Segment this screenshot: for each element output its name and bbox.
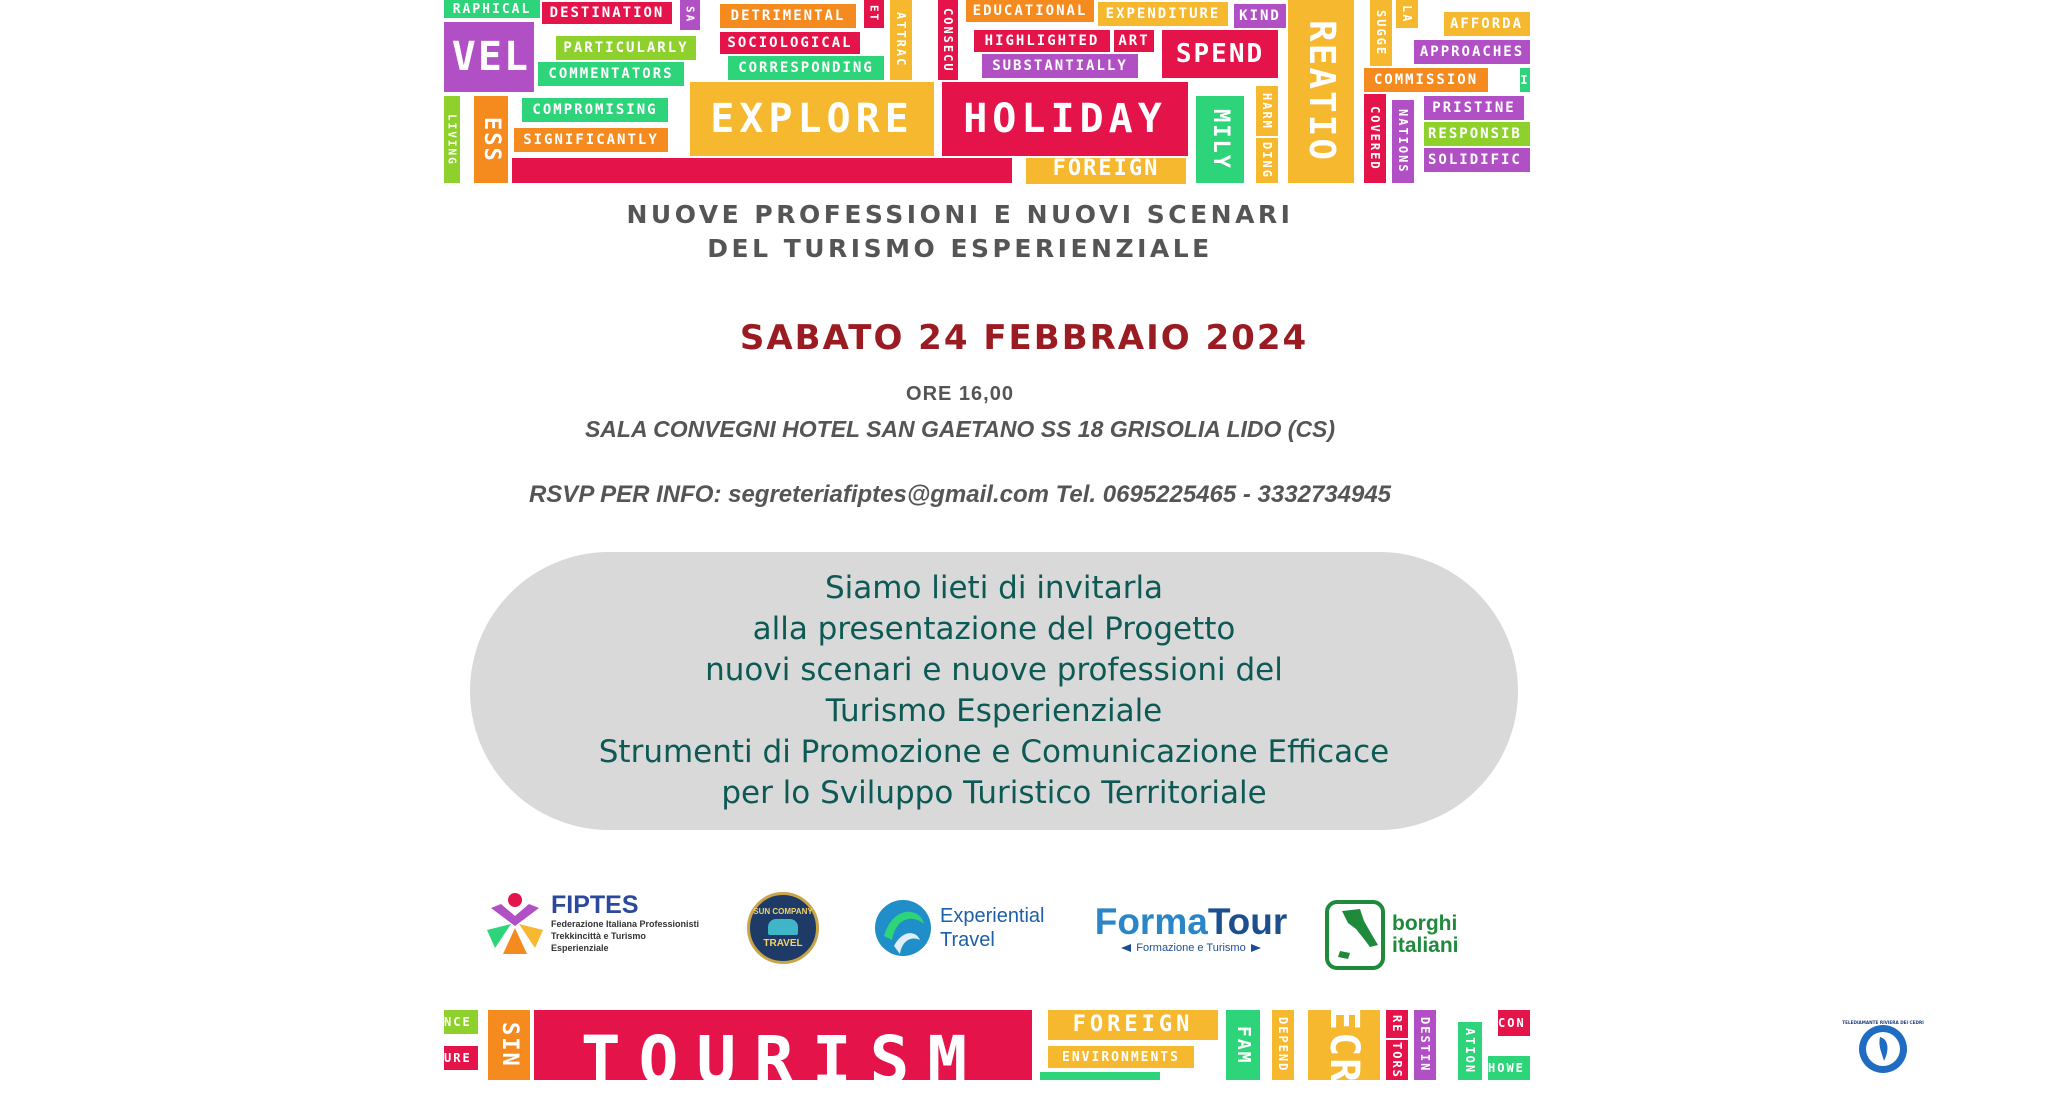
word-tile: REATIO [1288,0,1354,183]
green-strip [1040,1072,1160,1080]
red-strip [512,158,1012,183]
word-tile: COMMISSION [1364,68,1488,92]
word-tile: NCE [444,1010,478,1034]
bottom-word-cloud-banner [444,1005,1530,1099]
word-tile: DING [1256,138,1278,183]
word-tile: FOREIGN [1048,1010,1218,1040]
arrow-right-icon [1251,944,1261,952]
word-tile: HOWE [1488,1056,1530,1080]
sun-company-travel-logo [746,891,820,965]
italy-map-icon [1324,899,1386,971]
word-tile: COMPROMISING [522,98,668,122]
formatour-part1: Forma [1094,901,1208,942]
experiential-line1: Experiential [940,905,1045,927]
word-tile: AFFORDA [1444,12,1530,36]
event-date: SABATO 24 FEBBRAIO 2024 [739,318,1309,358]
word-tile: ESS [474,96,508,183]
event-heading-line1: NUOVE PROFESSIONI E NUOVI SCENARI [626,200,1294,229]
word-tile: HARM [1256,86,1278,136]
word-tile: DEPEND [1272,1010,1294,1080]
formatour-subtitle: Formazione e Turismo [1136,942,1246,954]
word-tile: PARTICULARLY [556,36,696,60]
word-tile: ATTRAC [890,0,912,80]
sun-company-label: SUN COMPANY [753,907,813,916]
invitation-line: alla presentazione del Progetto [752,611,1236,647]
word-tile: KIND [1234,4,1286,28]
word-tile: DETRIMENTAL [720,4,856,28]
word-tile: DESTINATION [542,2,672,24]
word-tile: ET [864,0,884,28]
word-tile: SIN [488,1010,530,1080]
fiptes-subtitle: Federazione Italiana Professionisti [551,919,700,929]
fiptes-star-icon [483,890,547,956]
word-tile: SOCIOLOGICAL [720,32,860,54]
top-word-cloud-banner [444,0,1530,183]
word-tile: RE [1386,1010,1408,1038]
word-tile: TOURISM [534,1010,1032,1080]
borghi-line2: italiani [1392,934,1459,957]
formatour-part2: Tour [1207,901,1288,942]
event-time: ORE 16,00 [906,383,1014,405]
experiential-swirl-icon [872,896,934,960]
invitation-box [470,552,1518,830]
experiential-travel-logo [872,894,1058,962]
word-tile: LA [1396,0,1418,28]
word-tile: DESTIN [1414,1010,1436,1080]
word-tile: CON [1498,1010,1530,1036]
invitation-line: nuovi scenari e nuove professioni del [705,652,1283,688]
word-tile: TORS [1386,1040,1408,1080]
borghi-italiani-logo [1324,898,1472,972]
word-tile: SIGNIFICANTLY [514,128,668,152]
word-tile: HIGHLIGHTED [974,30,1110,52]
palm-icon [768,919,798,935]
word-tile: RESPONSIB [1424,122,1530,146]
fiptes-subtitle: Trekkincittà e Turismo Esperienziale [551,931,646,953]
word-tile: PRISTINE [1424,96,1524,120]
word-tile: ECR [1308,1010,1380,1080]
invitation-line: Turismo Esperienziale [825,693,1163,729]
word-tile: ART [1114,30,1154,52]
word-tile: APPROACHES [1414,40,1530,64]
word-tile: EDUCATIONAL [966,0,1094,22]
fiptes-name: FIPTES [551,891,639,919]
event-venue: SALA CONVEGNI HOTEL SAN GAETANO SS 18 GRISOLIA LIDO (CS) [584,416,1336,442]
invitation-line: Strumenti di Promozione e Comunicazione Efficace [598,734,1390,770]
word-tile: FAM [1226,1010,1260,1080]
fiptes-logo [483,888,705,958]
word-tile: NATIONS [1392,100,1414,183]
word-tile: VEL [444,22,534,92]
arrow-left-icon [1121,944,1131,952]
word-tile: CONSECU [938,0,958,80]
word-tile: MILY [1196,96,1244,183]
word-tile: COMMENTATORS [538,62,684,86]
event-heading-line2: DEL TURISMO ESPERIENZIALE [707,234,1213,263]
word-tile: URE [444,1046,478,1070]
word-tile: SPEND [1162,30,1278,78]
word-tile: RAPHICAL [444,0,540,18]
travel-label: TRAVEL [763,938,803,949]
invitation-line: Siamo lieti di invitarla [824,570,1164,606]
word-tile: HOLIDAY [942,82,1188,156]
word-tile: EXPLORE [690,82,934,156]
word-tile: EXPENDITURE [1098,2,1228,26]
word-tile: CORRESPONDING [728,56,884,80]
borghi-line1: borghi [1392,912,1458,935]
experiential-line2: Travel [940,929,995,951]
word-tile: ATION [1458,1022,1482,1080]
event-rsvp: RSVP PER INFO: segreteriafiptes@gmail.com Tel. 0695225465 - 3332734945 [528,481,1392,508]
formatour-logo [1094,901,1288,966]
word-tile: I [1520,68,1530,92]
word-tile: LIVING [444,96,460,183]
word-tile: FOREIGN [1026,158,1186,184]
word-tile: SOLIDIFIC [1424,148,1530,172]
word-tile: SUBSTANTIALLY [982,54,1138,78]
word-tile: COVERED [1364,94,1386,183]
word-tile: ENVIRONMENTS [1048,1046,1194,1068]
word-tile: SUGGE [1370,0,1392,66]
channel-logo [1842,1015,1924,1077]
channel-logo-text: TELEDIAMANTE RIVIERA DEI CEDRI [1842,1020,1924,1025]
word-tile: SA [680,0,700,30]
invitation-line: per lo Sviluppo Turistico Territoriale [721,775,1267,811]
